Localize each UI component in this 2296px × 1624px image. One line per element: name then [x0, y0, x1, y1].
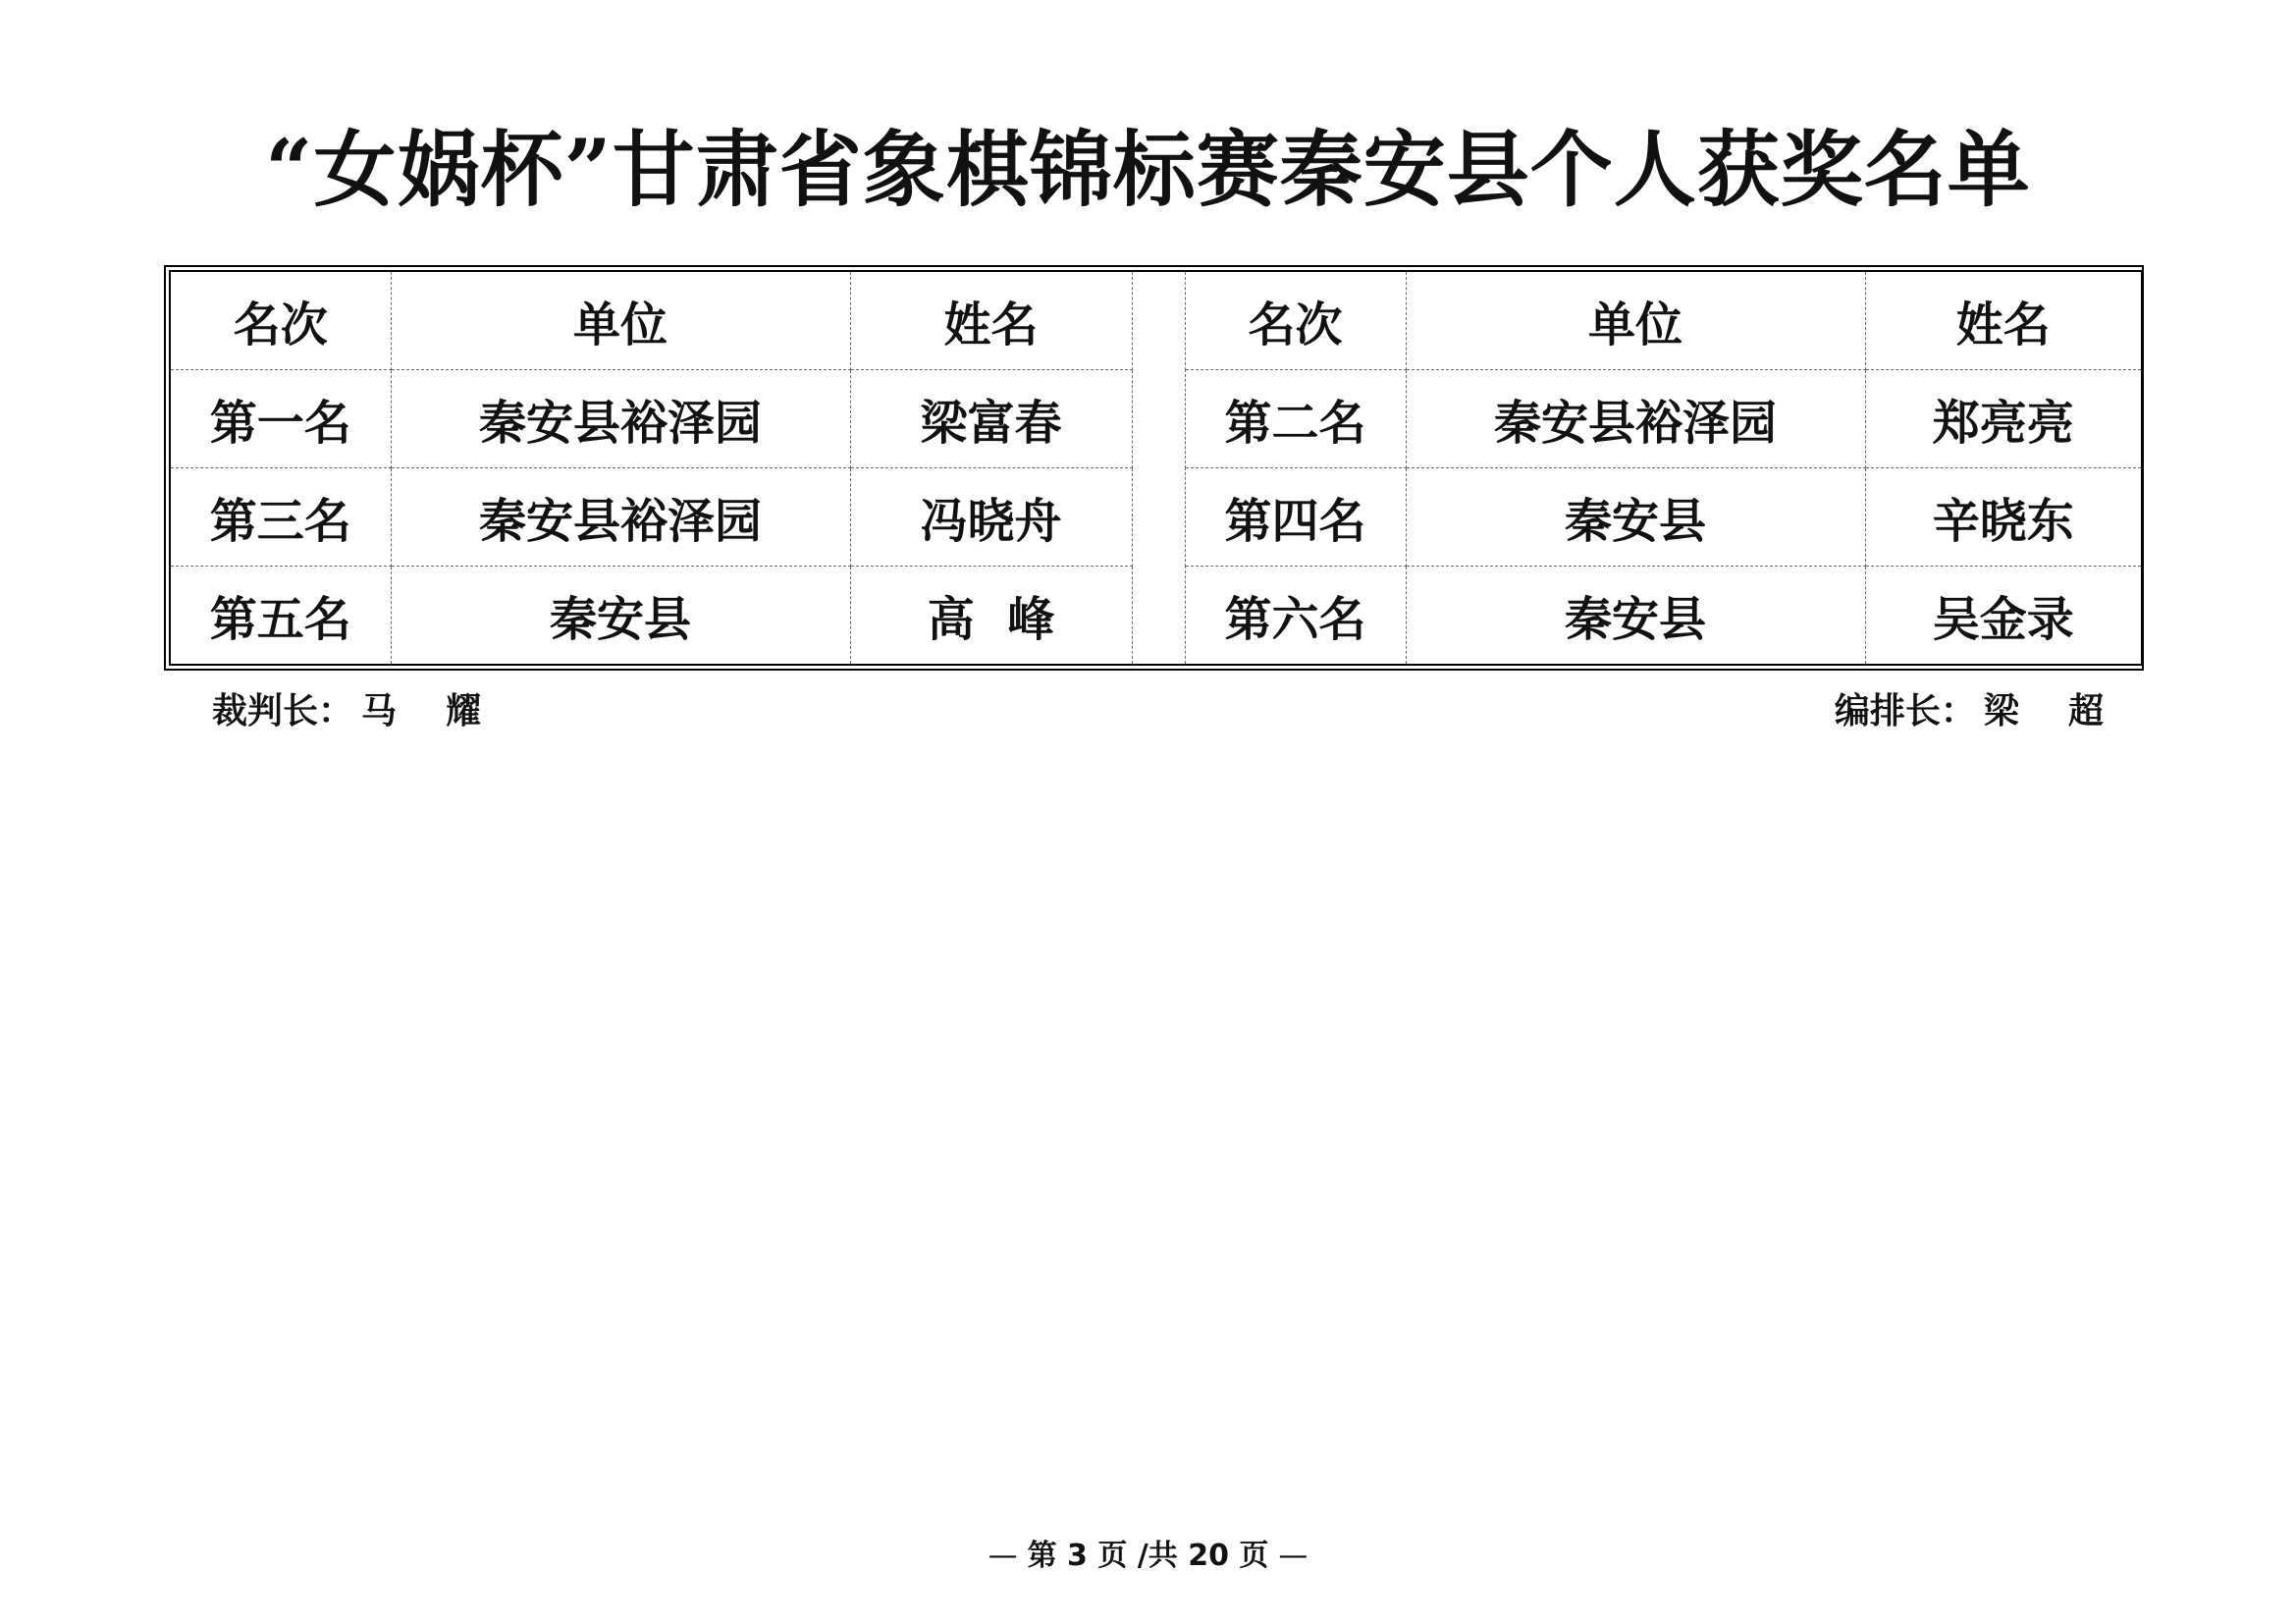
rank-cell: 第一名 [170, 370, 391, 468]
name-cell: 吴金录 [1932, 591, 2074, 647]
rank-cell: 第二名 [1185, 370, 1406, 468]
rank-cell: 第六名 [1185, 566, 1406, 665]
header-rank: 名次 [170, 271, 391, 370]
document-title: “女娲杯”甘肃省象棋锦标赛秦安县个人获奖名单 [265, 121, 2031, 218]
column-gap [1132, 271, 1185, 665]
results-table [169, 270, 2143, 666]
unit-cell: 秦安县 [391, 566, 850, 665]
header-unit: 单位 [1406, 271, 1865, 370]
page-footer [0, 1535, 2296, 1578]
unit-cell: 秦安县裕泽园 [391, 370, 850, 468]
unit-cell: 秦安县裕泽园 [1406, 370, 1865, 468]
name-cell: 冯晓舟 [850, 467, 1132, 566]
header-unit: 单位 [391, 271, 850, 370]
unit-cell: 秦安县 [1406, 467, 1865, 566]
name-cell: 梁富春 [850, 370, 1132, 468]
rank-cell: 第四名 [1185, 467, 1406, 566]
chief-arbiter-name: 梁 超 [1983, 691, 2104, 731]
name-cell: 辛晓东 [1865, 467, 2142, 566]
chief-referee-name: 马 耀 [361, 691, 482, 731]
rank-cell: 第三名 [170, 467, 391, 566]
header-name: 姓名 [1865, 271, 2142, 370]
chief-referee-label: 裁判长： [212, 691, 354, 731]
header-rank: 名次 [1185, 271, 1406, 370]
page-number: 第 3 页 /共 20 页 [1027, 1539, 1269, 1573]
footer-dash-right: — [1278, 1539, 1308, 1573]
unit-cell: 秦安县裕泽园 [391, 467, 850, 566]
chief-arbiter-label: 编排长： [1834, 691, 1976, 731]
unit-cell: 秦安县 [1406, 566, 1865, 665]
results-table-frame [164, 265, 2144, 671]
rank-cell: 第五名 [170, 566, 391, 665]
table-header-row [170, 271, 2142, 370]
footer-dash-left: — [988, 1539, 1018, 1573]
chief-arbiter-signature [1835, 687, 2104, 736]
header-name: 姓名 [850, 271, 1132, 370]
chief-referee-signature [212, 687, 481, 736]
name-cell: 郑亮亮 [1865, 370, 2142, 468]
name-cell: 高 峰 [850, 566, 1132, 665]
